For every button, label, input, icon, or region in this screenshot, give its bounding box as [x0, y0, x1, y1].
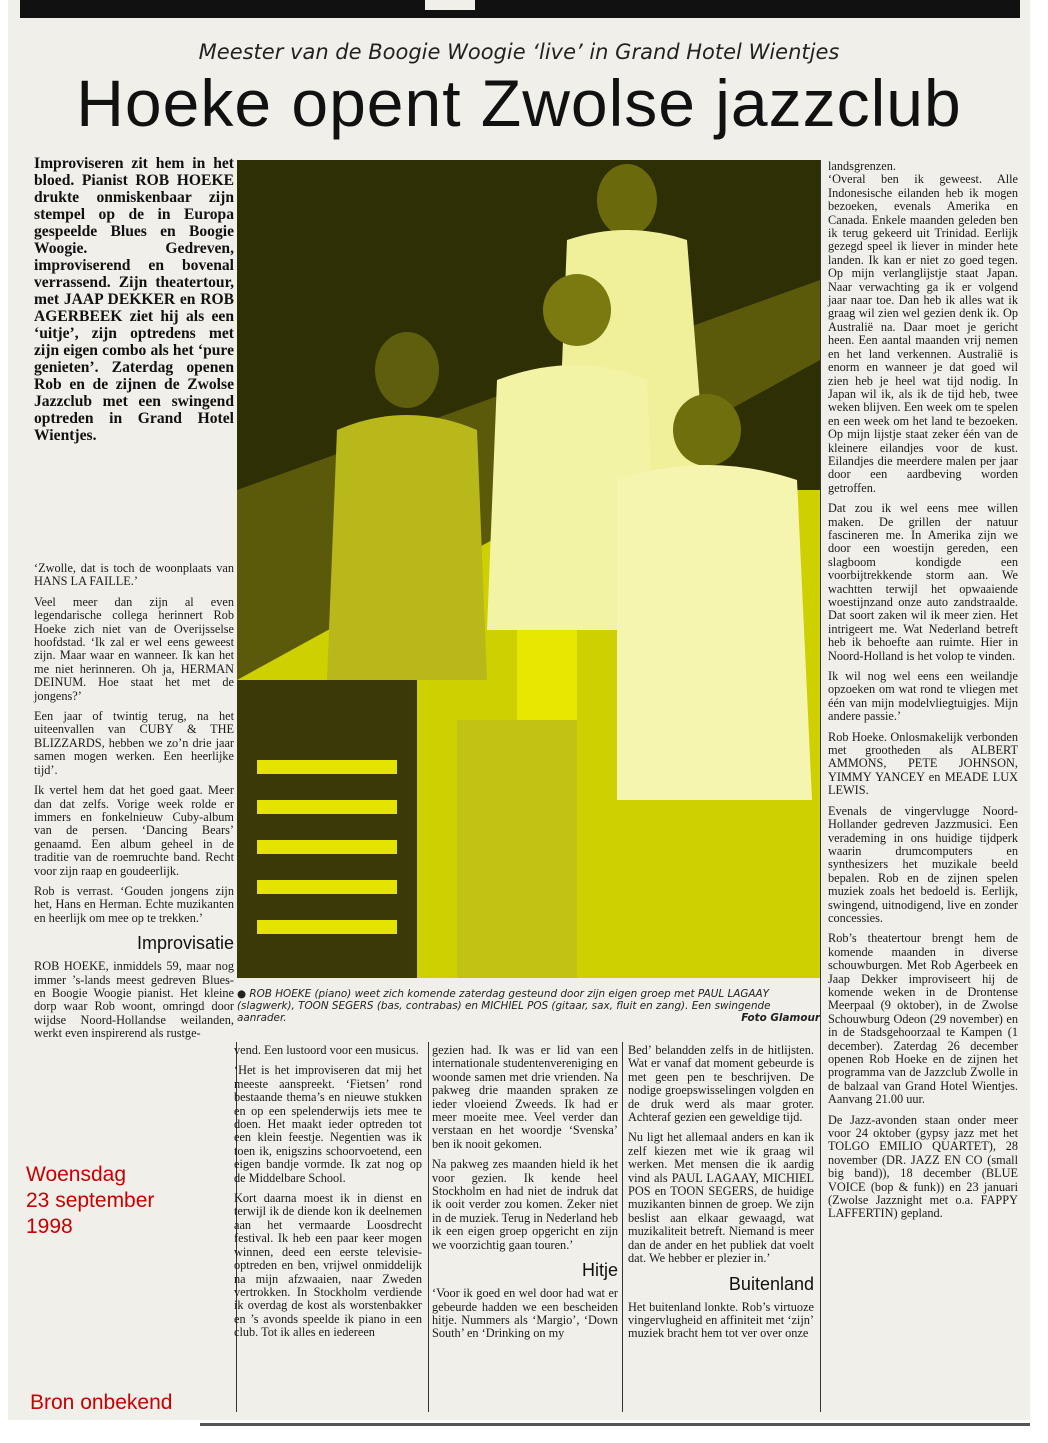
paragraph: ‘Overal ben ik geweest. Alle Indonesische eilanden heb ik mogen bezoeken, evenals Amerika en Canada. Enkele maanden geleden ben ik terug gekeerd uit Trinidad. Eerlijk gezegd speel ik liever in minder hete landen. Ik kan er niet zo goed tegen. Op mijn verlanglijstje staat Japan. Naar verwachting ga ik er volgend jaar naar toe. Dan heb ik alles wat ik graag wil zien wel gezien denk ik. Op Australië na. Daar moet je gericht heen. Een aantal maanden vrij nemen en het land verkennen. Australië is enorm en wanneer je dat goed wil zien heb je heel wat tijd nodig. In Japan wil ik, als ik de tijd heb, twee weken blijven. Een week om te spelen en een week om het land te bezoeken. Op mijn lijstje staat zeker één van de kleinere eilandjes voor de kust. Eilandjes die meerdere malen per jaar door een aardbeving worden getroffen. [828, 172, 1018, 495]
band-photo [237, 160, 820, 978]
date-date: 23 september [26, 1189, 155, 1212]
subheading-improvisatie: Improvisatie [136, 933, 234, 954]
source-annotation: Bron onbekend [30, 1391, 173, 1414]
column-divider [428, 1042, 429, 1412]
paragraph: Bed’ belandden zelfs in de hitlijsten. Wat er vanaf dat moment gebeurde is met geen pen te beschrijven. De nodige groepswisselingen volgden en de druk werd als maar groter. Achteraf gezien een geweldige tijd. [628, 1043, 814, 1125]
paragraph: vend. Een lustoord voor een musicus. [234, 1043, 419, 1057]
paragraph: Ik wil nog wel eens een weilandje opzoeken om wat rond te vliegen met één van mijn modelvliegtuigjes. Mijn andere passie.’ [828, 669, 1018, 724]
paragraph: Na pakweg zes maanden hield ik het voor gezien. Ik kende heel Stockholm en had niet de indruk dat ik ooit verder zou komen. Zeker niet in de muziek. Terug in Nederland heb ik een eigen groep opgericht en zijn we voorzichtig gaan touren.’ [432, 1157, 618, 1252]
caption-text: ● ROB HOEKE (piano) weet zich komende zaterdag gesteund door zijn eigen groep met PAUL LAGAAY (slagwerk), TOON SEGERS (bas, contrabas) en MICHIEL POS (gitaar, sax, fluit en zang). Een swingende aanrader. [237, 988, 771, 1024]
article-kicker: Meester van de Boogie Woogie ‘live’ in Grand Hotel Wientjes [198, 40, 840, 64]
paragraph: ‘Zwolle, dat is toch de woonplaats van HANS LA FAILLE.’ [34, 561, 234, 589]
photo-caption [237, 988, 820, 1024]
paragraph: Dat zou ik wel eens mee willen maken. De grillen der natuur fascineren me. In Amerika zijn we door een woestijn gereden, een slagboom kondigde een voorbijtrekkende storm aan. We wachtten terwijl het opwaaiende woestijnzand onze auto zandstraalde. Dat soort zaken wil ik meer zien. Het intrigeert me. Wat Nederland betreft heb ik behoefte aan ruimte. Hier in Noord-Holland is het volop te vinden. [828, 501, 1018, 663]
column-right [828, 160, 1018, 1228]
date-annotation [26, 1162, 154, 1240]
paragraph: gezien had. Ik was er lid van een internationale studentenvereniging en woonde samen met drie vrienden. Na pakweg drie maanden spraken ze ieder vloeiend Zweeds. Ik had er meer moeite mee. Veel verder dan verstaan en het woordje ‘Svenska’ ben ik nooit gekomen. [432, 1043, 618, 1151]
subheading-hitje: Hitje [581, 1260, 618, 1281]
band-photo-icon [237, 160, 820, 978]
paragraph: De Jazz-avonden staan onder meer voor 24 oktober (gypsy jazz met het TOLGO EMILIO QUARTET), 28 november (DR. JAZZ EN CO (small big band)), 18 december (BLUE VOICE (bop & funk)) en 23 januari (Zwolse Jazznight met o.a. FAPPY LAFFERTIN) gepland. [828, 1112, 1018, 1221]
paragraph: ‘Voor ik goed en wel door had wat er gebeurde hadden we een bescheiden hitje. Nummers als ‘Margio’, ‘Down South’ en ‘Drinking on my [432, 1286, 618, 1341]
top-rule [20, 0, 1020, 18]
bottom-rule [200, 1423, 1030, 1426]
column-1 [34, 562, 234, 1048]
paragraph: Rob Hoeke. Onlosmakelijk verbonden met grootheden als ALBERT AMMONS, PETE JOHNSON, YIMMY YANCEY en MEADE LUX LEWIS. [828, 729, 1018, 798]
paragraph: Een jaar of twintig terug, na het uiteenvallen van CUBY & THE BLIZZARDS, hebben we zo’n drie jaar samen mogen werken. Een heerlijke tijd’. [34, 709, 234, 777]
paragraph: Ik vertel hem dat het goed gaat. Meer dan dat zelfs. Vorige week rolde er immers en fonkelnieuw Cuby-album van de persen. ‘Dancing Bears’ genaamd. Een album geheel in de traditie van de roemruchte band. Recht voor zijn raap en goudeerlijk. [34, 783, 234, 878]
subheading-buitenland: Buitenland [728, 1273, 814, 1294]
column-3 [432, 1044, 618, 1348]
column-divider [622, 1042, 623, 1412]
article-headline: Hoeke opent Zwolse jazzclub [76, 66, 962, 140]
column-2 [234, 1044, 422, 1347]
column-4 [628, 1044, 814, 1348]
column-divider [820, 160, 821, 1412]
paragraph: Het buitenland lonkte. Rob’s virtuoze vingervlugheid en affiniteit met ‘zijn’ muziek bracht hem tot ver over onze [628, 1299, 814, 1341]
paragraph: Rob is verrast. ‘Gouden jongens zijn het, Hans en Herman. Echte muzikanten en heerlijk om mee op te trekken.’ [34, 883, 234, 925]
newspaper-clipping [8, 0, 1030, 1420]
paragraph: ‘Het is het improviseren dat mij het meeste aanspreekt. ‘Fietsen’ rond bestaande thema’s en nieuwe stukken en op een spelenderwijs iets mee te doen. Het maakt ieder optreden tot een klein feestje. Negentien was ik toen ik, enigszins schoorvoetend, een eigen bandje vormde. Ik zat nog op de Middelbare School. [234, 1063, 422, 1185]
paragraph: Kort daarna moest ik in dienst en terwijl ik de diende kon ik deelnemen aan het vermaarde Loosdrecht festival. Ik heb een paar keer mogen winnen, deed een eerste televisie-optreden en ben, vrijwel onmiddelijk na mijn afzwaaien, naar Zweden vertrokken. In Stockholm verdiende ik overdag de kost als worstenbakker en ’s avonds speelde ik piano in een club. Tot ik alles en iedereen [234, 1191, 422, 1340]
article-lead: Improviseren zit hem in het bloed. Pianist ROB HOEKE drukte onmiskenbaar zijn stempel op de in Europa gespeelde Blues en Boogie Woogie. Gedreven, improviserend en bovenal verrassend. Zijn theatertour, met JAAP DEKKER en ROB AGERBEEK ziet hij als een ‘uitje’, zijn optredens met zijn eigen combo als het ‘pure genieten’. Zaterdag openen Rob en de zijnen de Zwolse Jazzclub met een swingend optreden in Grand Hotel Wientjes. [34, 155, 234, 444]
paragraph: Rob’s theatertour brengt hem de komende maanden in diverse schouwburgen. Met Rob Agerbeek en Jaap Dekker improviseert hij de komende weken in de Drontense Meerpaal (9 oktober), in de Zwolse Schouwburg Odeon (29 november) en in de Stadsgehoorzaal te Kampen (1 december). Zaterdag 26 december openen Rob Hoeke en de zijnen het programma van de Jazzclub Zwolle in de balzaal van Grand Hotel Wientjes. Aanvang 21.00 uur. [828, 931, 1018, 1107]
paragraph: Veel meer dan zijn al even legendarische collega herinnert Rob Hoeke zich niet van de Overijsselse hoofdstad. ‘Ik zal er wel eens geweest zijn. Maar waar en wanneer. Ik kan het me niet herinneren. Oh ja, HERMAN DEINUM. Hoe staat het met de jongens?’ [34, 594, 234, 703]
photo-credit: Foto Glamour [741, 1012, 820, 1024]
date-day: Woensdag [26, 1163, 127, 1186]
date-year: 1998 [26, 1215, 73, 1238]
paragraph: Nu ligt het allemaal anders en kan ik zelf kiezen met wie ik graag wil werken. Met mensen die ik aardig vind als PAUL LAGAAY, MICHIEL POS en TOON SEGERS, de huidige muzikanten binnen de groep. We zijn beslist aan elkaar gewaagd, wat muzikaliteit betreft. Niemand is meer dan de ander en het publiek dat voelt dat. We hebber er plezier in.’ [628, 1130, 814, 1266]
paragraph: ROB HOEKE, inmiddels 59, maar nog immer ’s-lands meest gedreven Blues- en Boogie Woogie pianist. Het kleine dorp waar Rob woont, omringd door wijdse Noord-Hollandse weilanden, werkt even inspirerend als rustge- [34, 959, 234, 1041]
paragraph: landsgrenzen. [828, 159, 896, 173]
paragraph: Evenals de vingervlugge Noord-Hollander gedreven Jazzmusici. Een verademing in ons huidige tijdperk waarin drumcomputers en synthesizers het muzikale beeld bepalen. Rob en de zijnen spelen muziek zoals het bedoeld is. Eerlijk, swingend, uitnodigend, live en zonder concessies. [828, 803, 1018, 925]
